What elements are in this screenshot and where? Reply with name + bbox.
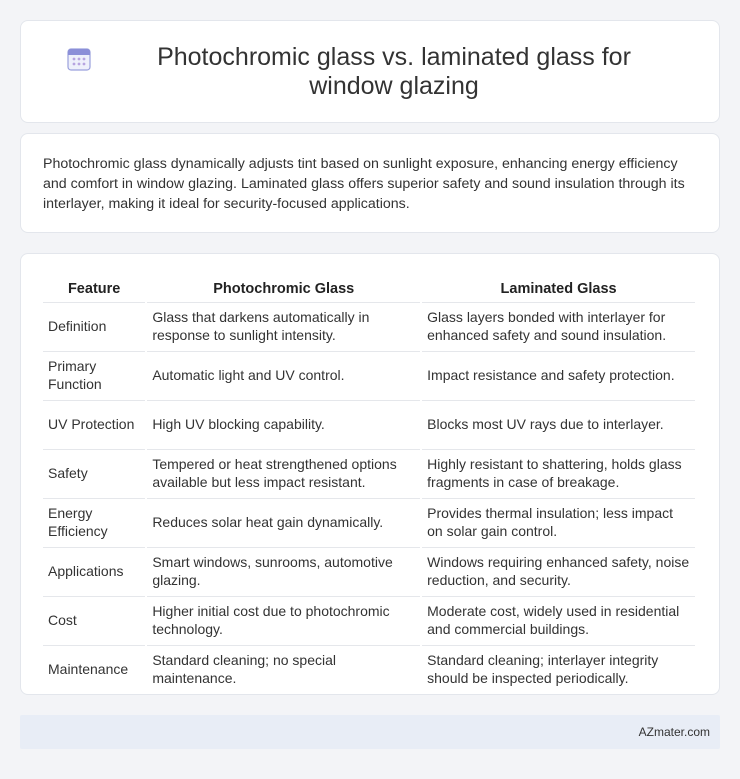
feature-cell: Maintenance <box>43 645 145 692</box>
footer-site-link[interactable]: AZmater.com <box>638 725 710 739</box>
table-row <box>43 596 695 643</box>
laminated-cell: Provides thermal insulation; less impact on solar gain control. <box>422 498 695 545</box>
laminated-cell: Standard cleaning; interlayer integrity should be inspected periodically. <box>422 645 695 692</box>
photochromic-cell: Glass that darkens automatically in response to sunlight intensity. <box>147 302 420 349</box>
photochromic-cell: Reduces solar heat gain dynamically. <box>147 498 420 545</box>
photochromic-cell: Smart windows, sunrooms, automotive glazing. <box>147 547 420 594</box>
comparison-table-card <box>20 253 720 695</box>
title-wrap <box>26 43 714 101</box>
table-header-row <box>43 276 695 300</box>
feature-cell: Cost <box>43 596 145 643</box>
photochromic-cell: High UV blocking capability. <box>147 400 420 447</box>
header-laminated: Laminated Glass <box>500 281 617 297</box>
summary-text: Photochromic glass dynamically adjusts tint based on sunlight exposure, enhancing energy efficiency and comfort in window glazing. Laminated glass offers superior safety and sound insulation through its interlayer, making it ideal for security-focused applications. <box>43 156 685 212</box>
laminated-cell: Moderate cost, widely used in residential and commercial buildings. <box>422 596 695 643</box>
laminated-cell: Impact resistance and safety protection. <box>422 351 695 398</box>
feature-cell: Definition <box>43 302 145 349</box>
table-row <box>43 498 695 545</box>
footer-bar <box>20 715 720 749</box>
feature-cell: UV Protection <box>43 400 145 447</box>
photochromic-cell: Higher initial cost due to photochromic technology. <box>147 596 420 643</box>
feature-cell: Energy Efficiency <box>43 498 145 545</box>
table-row <box>43 302 695 349</box>
header-feature: Feature <box>67 281 121 297</box>
laminated-cell: Glass layers bonded with interlayer for enhanced safety and sound insulation. <box>422 302 695 349</box>
photochromic-cell: Automatic light and UV control. <box>147 351 420 398</box>
header-photochromic: Photochromic Glass <box>213 281 355 297</box>
table-row <box>43 449 695 496</box>
laminated-cell: Blocks most UV rays due to interlayer. <box>422 400 695 447</box>
table-row <box>43 351 695 398</box>
page-title: Photochromic glass vs. laminated glass for window glazing <box>157 42 631 100</box>
feature-cell: Safety <box>43 449 145 496</box>
laminated-cell: Highly resistant to shattering, holds glass fragments in case of breakage. <box>422 449 695 496</box>
comparison-table <box>41 274 697 694</box>
calendar-icon <box>66 46 92 72</box>
laminated-cell: Windows requiring enhanced safety, noise reduction, and security. <box>422 547 695 594</box>
feature-cell: Applications <box>43 547 145 594</box>
feature-cell: Primary Function <box>43 351 145 398</box>
summary-card <box>20 133 720 233</box>
photochromic-cell: Standard cleaning; no special maintenance. <box>147 645 420 692</box>
table-row <box>43 645 695 692</box>
table-row <box>43 547 695 594</box>
table-row <box>43 400 695 447</box>
photochromic-cell: Tempered or heat strengthened options available but less impact resistant. <box>147 449 420 496</box>
title-card <box>20 20 720 123</box>
